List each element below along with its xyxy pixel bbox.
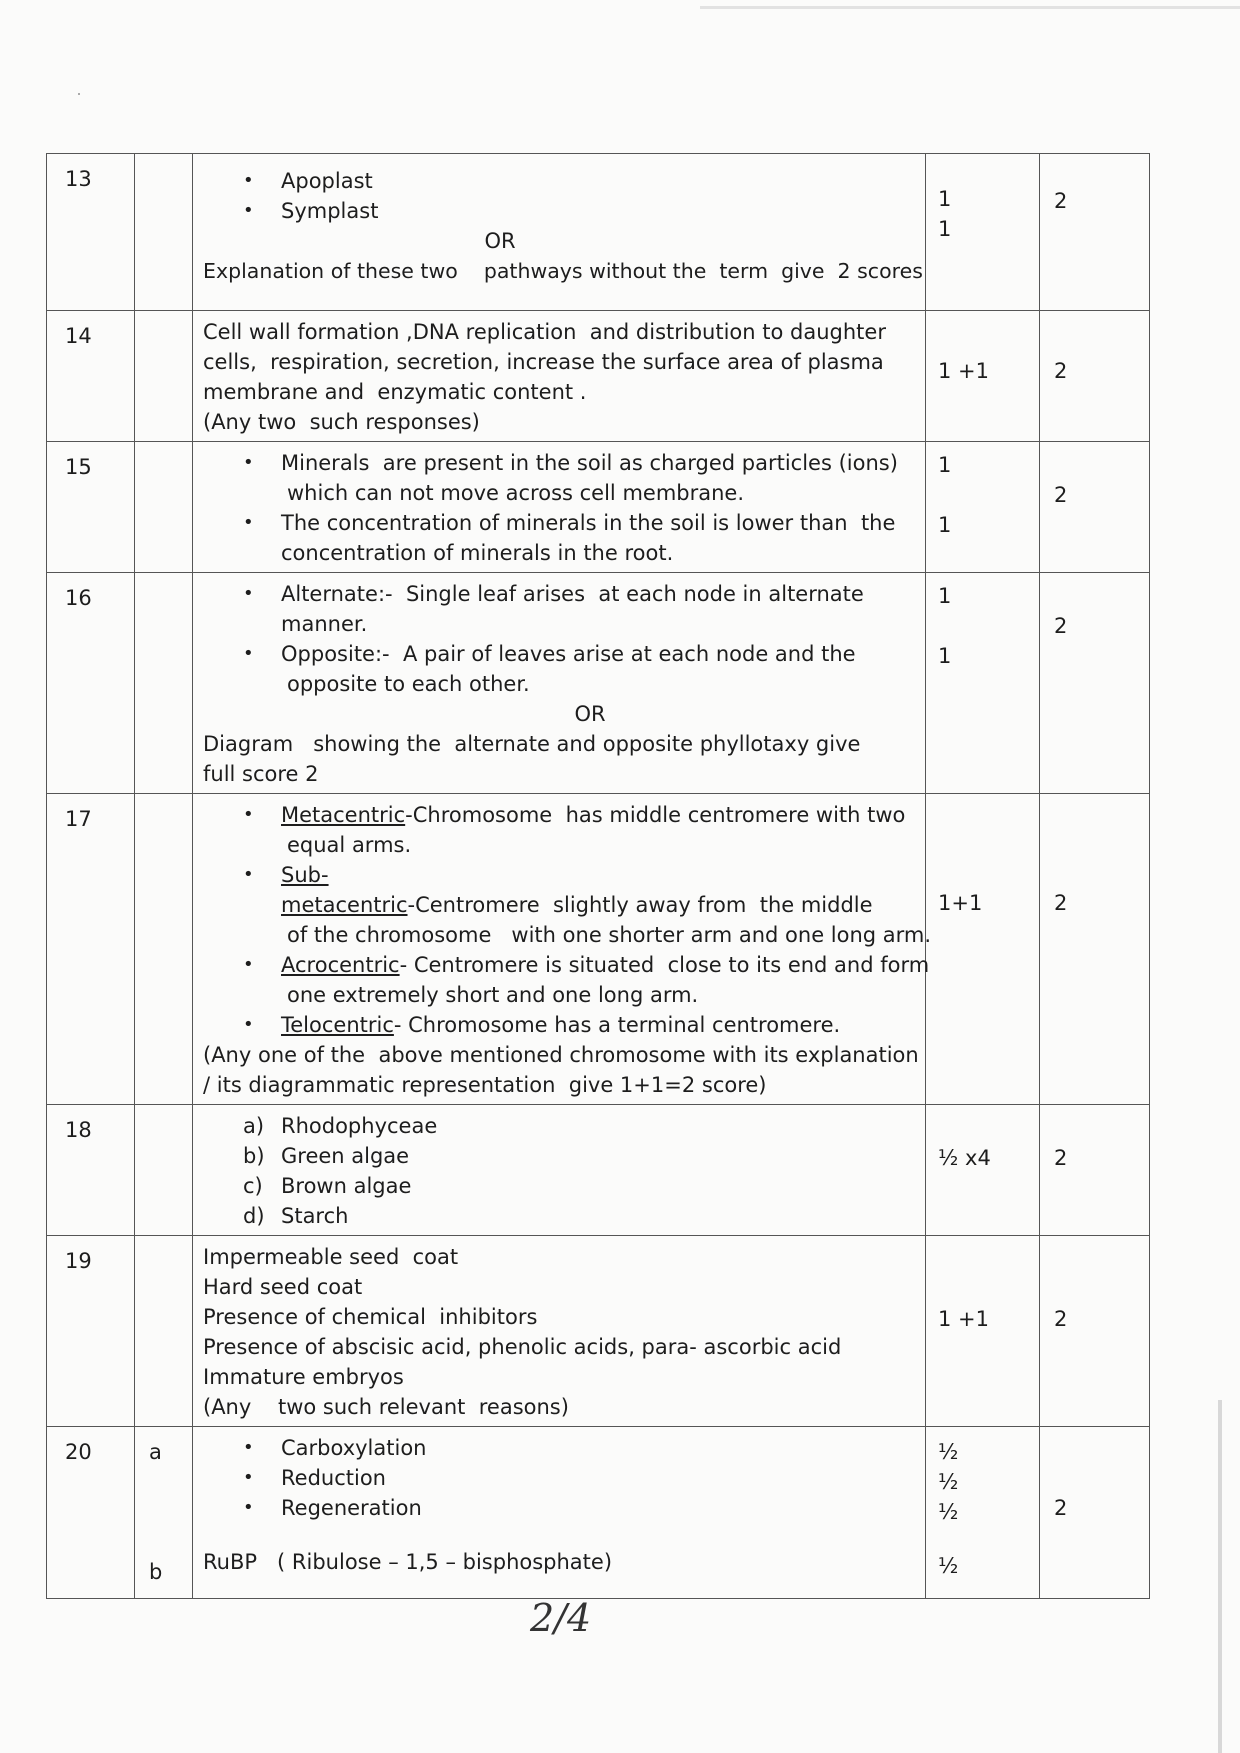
bullet-text: • Alternate:- Single leaf arises at each node in alternate [281,582,864,606]
bullet-text: - Chromosome has a terminal centromere. [393,1013,841,1037]
table-row [47,442,1150,573]
bullet-text: -Centromere slightly away from the middle [407,893,873,917]
question-number: 13 [47,154,135,311]
answer-note: / its diagrammatic representation give 1+1=2 score) [203,1073,767,1097]
table-row [47,794,1150,1105]
answer-bullet [203,448,917,508]
answer-note: Diagram showing the alternate and opposite phyllotaxy give [203,732,861,756]
question-number: 14 [47,311,135,442]
answer-line: Hard seed coat [203,1275,363,1299]
sub-question-cell [135,311,193,442]
answer-cell [193,794,932,1105]
list-item [203,1201,917,1231]
answer-bullet [203,579,917,639]
list-item [203,1171,917,1201]
question-number: 19 [47,1236,135,1427]
chromosome-term: Telocentric [281,1013,394,1037]
answer-line: cells, respiration, secretion, increase the surface area of plasma [203,350,884,374]
sub-question-cell [135,1105,193,1236]
answer-note: full score 2 [203,762,319,786]
answer-line: Immature embryos [203,1365,404,1389]
list-item [203,1111,917,1141]
bullet-text: - Centromere is situated close to its end and form [399,953,930,977]
chromosome-term: Acrocentric [281,953,400,977]
mark-value: 1 [938,187,952,211]
bullet-text: • Minerals are present in the soil as charged particles (ions) [281,451,898,475]
answer-bullet [203,508,917,568]
mark-value: 1 [938,584,952,608]
item-text: Starch [281,1204,349,1228]
sub-question-cell [135,573,193,794]
answer-line: Impermeable seed coat [203,1245,459,1269]
answer-cell [193,154,926,311]
table-row [47,1105,1150,1236]
sub-question-cell [135,442,193,573]
answer-cell [193,442,926,573]
question-number: 15 [47,442,135,573]
or-label: OR [574,702,606,726]
page-number: 2/4 [530,1596,592,1640]
answer-bullet: • Apoplast [203,166,917,196]
bullet-continuation: equal arms. [287,833,412,857]
marks-cell: 1+1 [926,794,1040,1105]
answer-cell [193,311,926,442]
scan-right-edge [1218,1400,1222,1753]
item-letter: a) [243,1114,265,1138]
chromosome-term: Metacentric [281,803,406,827]
item-text: Green algae [281,1144,410,1168]
total-cell: 2 [1040,1427,1150,1599]
bullet-continuation: manner. [281,612,368,636]
sub-question-cell [135,154,193,311]
answer-bullet: • Reduction [203,1463,917,1493]
sub-question-cell [135,794,193,1105]
answer-bullet [203,950,930,1010]
answer-line: Presence of abscisic acid, phenolic acids, para- ascorbic acid [203,1335,842,1359]
bullet-continuation: which can not move across cell membrane. [287,481,745,505]
mark-value: 1 [938,453,952,477]
scan-edge-shadow [700,6,1240,9]
question-number: 16 [47,573,135,794]
answer-line: RuBP ( Ribulose – 1,5 – bisphosphate) [203,1550,613,1574]
table-row [47,1427,1150,1599]
answer-line: (Any two such relevant reasons) [203,1395,569,1419]
table-row [47,573,1150,794]
answer-bullet: • Symplast [203,196,917,226]
answer-bullet: • Regeneration [203,1493,917,1523]
scan-speck [78,93,80,95]
bullet-text: -Chromosome has middle centromere with two [405,803,906,827]
bullet-continuation: one extremely short and one long arm. [287,983,699,1007]
item-letter: b) [243,1144,265,1168]
chromosome-term: Sub-metacentric [281,863,408,917]
bullet-continuation: opposite to each other. [287,672,530,696]
answer-line: Cell wall formation ,DNA replication and distribution to daughter [203,320,886,344]
sub-question-cell [135,1427,193,1599]
list-item [203,1141,917,1171]
total-cell: 2 [1040,1236,1150,1427]
marks-cell [926,442,1040,573]
question-number: 17 [47,794,135,1105]
marks-cell [926,1427,1040,1599]
sub-label-b: b [149,1560,163,1584]
item-letter: c) [243,1174,263,1198]
answer-cell [193,1236,926,1427]
marks-cell: 1 +1 [926,1236,1040,1427]
mark-value: ½ [938,1470,959,1494]
marks-cell [926,573,1040,794]
answer-cell [193,1105,926,1236]
table-row [47,1236,1150,1427]
answer-note: (Any one of the above mentioned chromosome with its explanation [203,1043,919,1067]
question-number: 18 [47,1105,135,1236]
or-label: OR [484,229,516,253]
answer-cell [193,573,926,794]
total-cell: 2 [1040,794,1150,1105]
table-row [47,311,1150,442]
bullet-continuation: concentration of minerals in the root. [281,541,674,565]
answer-bullet [203,639,917,699]
answer-bullet: • Carboxylation [203,1433,917,1463]
total-cell: 2 [1040,442,1150,573]
marks-cell [926,154,1040,311]
answer-line: Presence of chemical inhibitors [203,1305,538,1329]
sub-label-a: a [149,1440,162,1464]
total-cell: 2 [1040,154,1150,311]
answer-bullet [203,860,932,950]
item-text: Brown algae [281,1174,412,1198]
answer-bullet [203,1010,917,1040]
table-row [47,154,1150,311]
answer-line: membrane and enzymatic content . [203,380,587,404]
mark-value: ½ [938,1440,959,1464]
answer-note: Explanation of these two pathways without the term give 2 scores [203,259,923,283]
sub-question-cell [135,1236,193,1427]
marks-cell: 1 +1 [926,311,1040,442]
mark-value: 1 [938,217,952,241]
answer-line: (Any two such responses) [203,410,480,434]
marks-cell: ½ x4 [926,1105,1040,1236]
total-cell: 2 [1040,1105,1150,1236]
mark-value: 1 [938,644,952,668]
bullet-text: • The concentration of minerals in the soil is lower than the [281,511,896,535]
question-number: 20 [47,1427,135,1599]
answer-bullet [203,800,917,860]
mark-value: ½ [938,1554,959,1578]
item-letter: d) [243,1204,265,1228]
total-cell: 2 [1040,573,1150,794]
mark-value: 1 [938,513,952,537]
bullet-continuation: of the chromosome with one shorter arm and one long arm. [287,923,932,947]
mark-value: ½ [938,1500,959,1524]
total-cell: 2 [1040,311,1150,442]
item-text: Rhodophyceae [281,1114,438,1138]
answer-cell [193,1427,926,1599]
answer-key-table [46,153,1150,1599]
bullet-text: • Opposite:- A pair of leaves arise at each node and the [281,642,856,666]
